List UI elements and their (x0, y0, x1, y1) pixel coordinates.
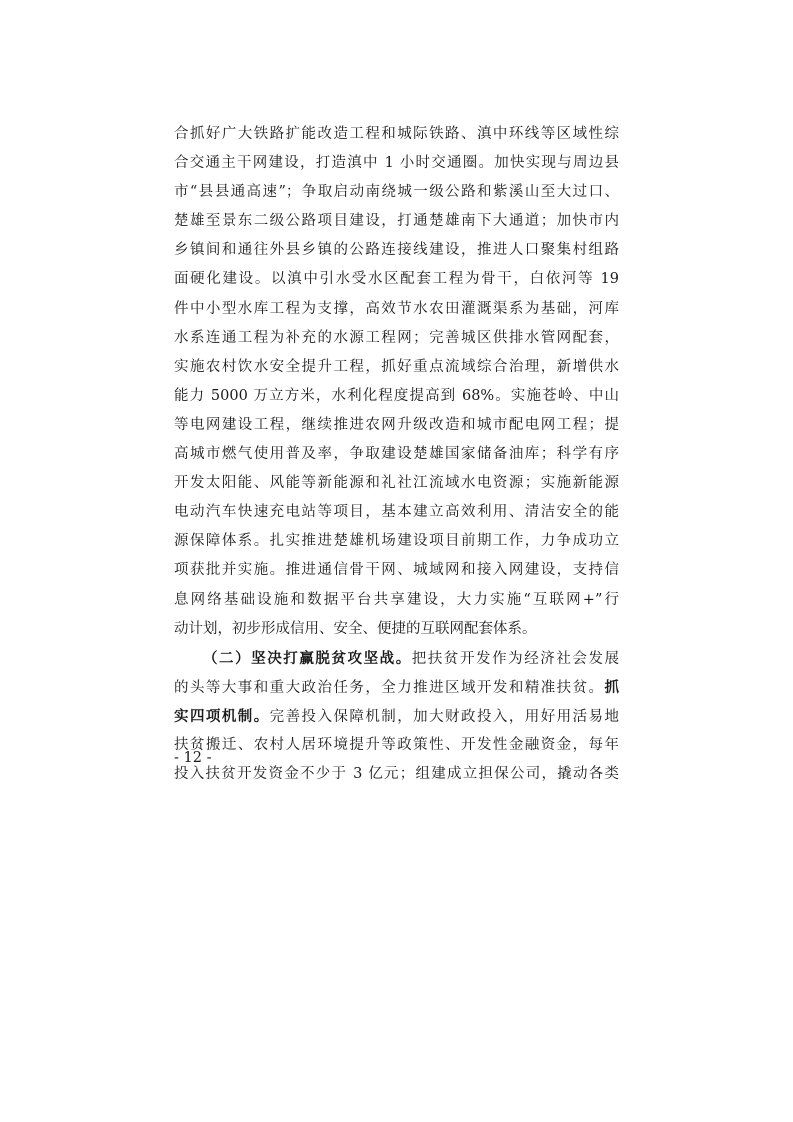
text-line (174, 673, 619, 702)
text-run: 的头等大事和重大政治任务，全力推进区域开发和精准扶贫。 (174, 679, 605, 696)
text-line: 合抓好广大铁路扩能改造工程和城际铁路、滇中环线等区域性综 (174, 126, 619, 142)
page-number: - 12 - (174, 750, 212, 766)
text-line: 楚雄至景东二级公路项目建设，打通楚雄南下大通道；加快市内 (174, 213, 619, 230)
text-line: 电动汽车快速充电站等项目，基本建立高效利用、清洁安全的能 (174, 504, 619, 521)
paragraph-poverty-alleviation (174, 644, 619, 789)
text-line: 水系连通工程为补充的水源工程网；完善城区供排水管网配套， (174, 329, 619, 346)
text-line: 实施农村饮水安全提升工程，抓好重点流域综合治理，新增供水 (174, 358, 619, 375)
text-line: 高城市燃气使用普及率，争取建设楚雄国家储备油库；科学有序 (174, 446, 619, 463)
text-line: 源保障体系。扎实推进楚雄机场建设项目前期工作，力争成功立 (174, 533, 619, 550)
bold-run: 抓 (604, 678, 619, 696)
text-line: 动计划，初步形成信用、安全、便捷的互联网配套体系。 (174, 620, 537, 637)
text-run: 完善投入保障机制，加大财政投入，用好用活易地 (269, 708, 620, 725)
text-line: 息网络基础设施和数据平台共享建设，大力实施“互联网+”行 (174, 591, 619, 608)
text-line: 市“县县通高速”；争取启动南绕城一级公路和紫溪山至大过口、 (174, 184, 619, 201)
text-line: 扶贫搬迁、农村人居环境提升等政策性、开发性金融资金，每年 (174, 736, 619, 753)
text-run: 把扶贫开发作为经济社会发展 (411, 650, 620, 667)
text-line: 面硬化建设。以滇中引水受水区配套工程为骨干，白依河等 19 (174, 271, 619, 288)
text-line: 件中小型水库工程为支撑，高效节水农田灌溉渠系为基础，河库 (174, 300, 619, 317)
text-line: 开发太阳能、风能等新能源和礼社江流域水电资源；实施新能源 (174, 475, 619, 492)
text-line: 项获批并实施。推进通信骨干网、城域网和接入网建设，支持信 (174, 562, 619, 579)
text-line: 投入扶贫开发资金不少于 3 亿元；组建成立担保公司，撬动各类 (174, 766, 619, 783)
paragraph-infrastructure (174, 120, 619, 644)
text-line: 乡镇间和通往外县乡镇的公路连接线建设，推进人口聚集村组路 (174, 242, 619, 259)
text-line: 等电网建设工程，继续推进农网升级改造和城市配电网工程；提 (174, 416, 619, 433)
section-heading: （二）坚决打赢脱贫攻坚战。 (203, 649, 412, 667)
text-line: 能力 5000 万立方米，水利化程度提高到 68%。实施苍岭、中山 (174, 387, 619, 404)
text-line: 合交通主干网建设，打造滇中 1 小时交通圈。加快实现与周边县 (174, 155, 619, 172)
document-body (174, 120, 619, 789)
text-line (174, 702, 619, 731)
text-line (174, 644, 619, 673)
bold-run: 实四项机制。 (174, 707, 270, 725)
